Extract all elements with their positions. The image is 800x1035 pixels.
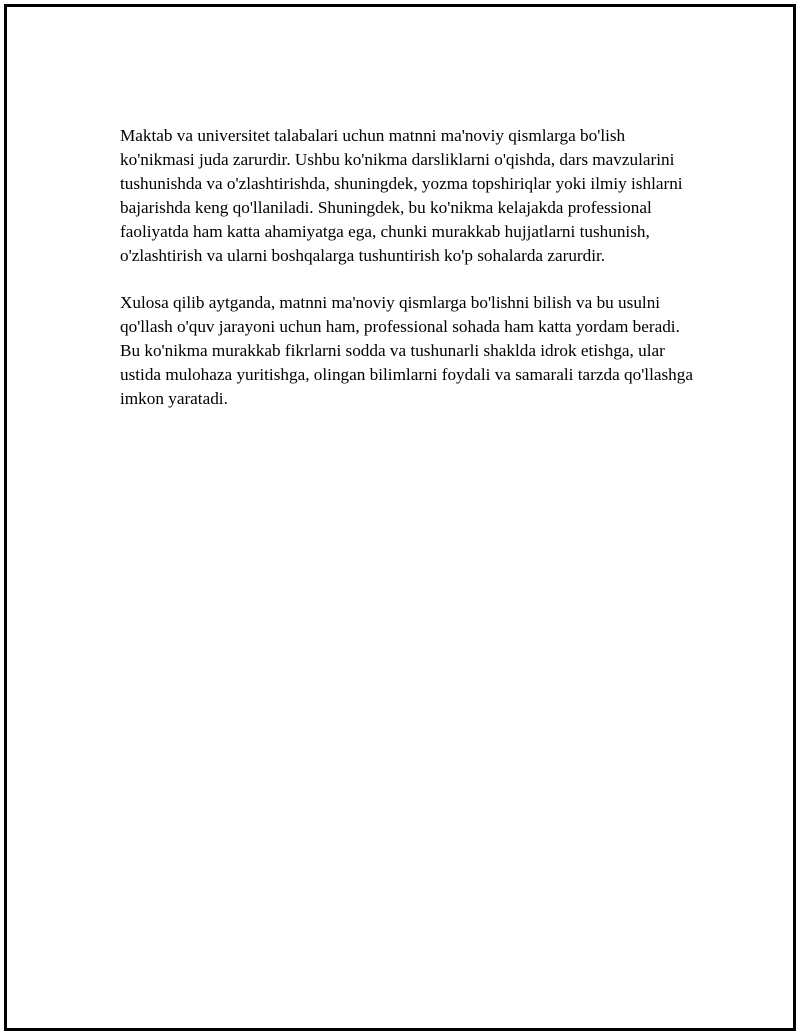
document-body (120, 124, 700, 434)
paragraph-1: Maktab va universitet talabalari uchun matnni ma'noviy qismlarga bo'lish ko'nikmasi juda zarurdir. Ushbu ko'nikma darsliklarni o'qishda, dars mavzularini tushunishda va o'zlashtirishda, shuningdek, yozma topshiriqlar yoki ilmiy ishlarni bajarishda keng qo'llaniladi. Shuningdek, bu ko'nikma kelajakda professional faoliyatda ham katta ahamiyatga ega, chunki murakkab hujjatlarni tushunish, o'zlashtirish va ularni boshqalarga tushuntirish ko'p sohalarda zarurdir. (120, 126, 683, 265)
page-frame (4, 4, 796, 1031)
paragraph-2: Xulosa qilib aytganda, matnni ma'noviy qismlarga bo'lishni bilish va bu usulni qo'llash o'quv jarayoni uchun ham, professional sohada ham katta yordam beradi. Bu ko'nikma murakkab fikrlarni sodda va tushunarli shaklda idrok etishga, ular ustida mulohaza yuritishga, olingan bilimlarni foydali va samarali tarzda qo'llashga imkon yaratadi. (120, 293, 693, 408)
